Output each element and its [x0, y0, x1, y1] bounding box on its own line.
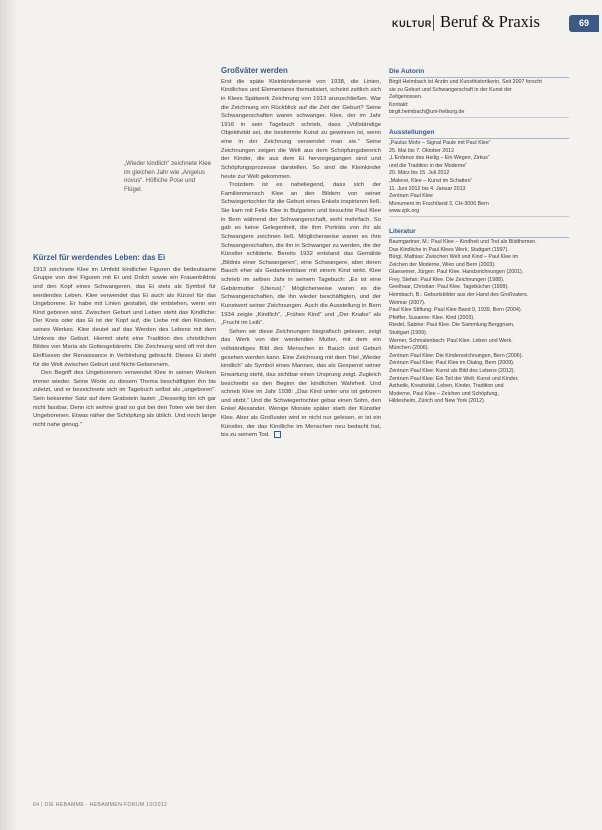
- box-line: „Malerei, Klee – Kunst im Schatten“: [389, 177, 473, 184]
- box-line: Geelhaar, Christian: Paul Klee. Tagebücher (1999).: [389, 284, 509, 291]
- paragraph: Den Begriff des Ungeborenen verwendet Klee in seinen Werken immer wieder. Seine Worte zu diesem Thema beschäftigten ihn bis zuletzt, und er bezeichnete sich im Tagebuch selbst als „ungeboren“. Sein bekannter Satz auf dem Grabstein lautet: „Diesseitig bin ich gar nicht fassbar. Denn ich wohne grad so gut bei den Toten wie bei den Ungeborenen. Etwas näher der Schöpfung als üblich. Und noch lange nicht nahe genug.“: [33, 370, 216, 428]
- box-line: 11. Juni 2012 bis 4. Januar 2013: [389, 185, 466, 192]
- info-sidebar: [389, 67, 569, 416]
- box-line: Das Kindliche in Paul Klees Werk, Stuttgart (1997).: [389, 246, 509, 253]
- box-line: Heimbach, B.: Geburtsbilder aus der Hand des Großvaters.: [389, 292, 529, 299]
- box-line: Glaesemer, Jürgen: Paul Klee. Handzeichnungen (2001).: [389, 269, 524, 276]
- paragraph: Trotzdem ist es naheliegend, dass sich der Familienmensch Klee an den Bildern von seiner Schwiegertochter für die Geburt eines Enkels inspirieren ließ. Sie kam mit Felix Klee in Bulgarien und besuchte Paul Klee in Bern während der Schwangerschaft, wohl mehrfach. So gab es keine Gelegenheit, die ihm Porträts von ihr als Schwangere zeichnen ließ. Möglicherweise waren es ihre Schwangerschaften, die ihn in Schwanger zu werden, die der Künstler schilderte. Bereits 1932 entstand das Gemälde „Bildnis einer Schwangeren“, eine Schwangere, aber deren Bauch eher als Gedankenblase mit einem Kind wirkt. Klee schrieb im selben Jahr in seinem Tagebuch: „Es ist eine Gebärmutter (Uterus).“ Möglicherweise waren es die Schwangerschaften, die ihn wieder beschäftigten, und der Kunstwert seiner Zeichnungen. Auch die Ausstellung in Bern 1934 zeigte „Kindlich“, „Frühes Kind“ und „Der Knabe“ als „Frucht im Leib“.: [221, 182, 381, 327]
- box-line: Birgit Heimbach ist Ärztin und Kunsthistorikerin. Seit 2007 forscht: [389, 79, 542, 85]
- paragraph: 1913 zeichnete Klee im Umfeld kindlicher Figuren die bedeutsame Gruppe von drei Figuren mit Ei und Dolch sowie ein Frauenbildnis und den Kopf eines Schwangeren, das Ei stets als Symbol für werdendes Leben. Klee verwendet das Ei auch als Kürzel für das Ungeborene. Er habe mit Linien gestaltet, die entstehen, wenn ein Kind geboren wird. Zwischen Geburt und Leben steht das Kindliche: Der Kreis oder das Ei ist der Kopf auf, die Liebe mit den Kindern, seines Werkes. Klee deutet auf das Werden des Lebens mit dem Umkreis der Geburt. Hiermit steht eine Tradition des christlichen Bildes von Maria als Gottesgebärerin. Die Zeichnung wird oft mit den Einflüssen der Renaissance in Verbindung gebracht. Dieses Ei steht für die Welt zwischen Geburt und Nicht-Geborenem.: [33, 266, 216, 368]
- box-line: „Paulus Mohr – Signal Paule mit Paul Klee“: [389, 139, 491, 146]
- exhibitions-box-title: Ausstellungen: [389, 128, 569, 139]
- box-line: Zentrum Paul Klee: Kunst als Bild des Lebens (2012).: [389, 368, 516, 374]
- box-line: Ästhetik, Kreativität, Leben, Kinder, Tradition und: [389, 383, 504, 390]
- page-footer: 64 | DIE HEBAMME · HEBAMMEN-FORUM 10/2012: [33, 802, 168, 808]
- box-line: Weimar (2007).: [389, 299, 426, 306]
- box-line: Paul Klee Stiftung: Paul Klee Band 9, 1939, Bern (2004).: [389, 307, 523, 314]
- box-line: Zeitgenossen.: [389, 94, 423, 101]
- header-divider: [433, 15, 434, 31]
- article-column-middle: [221, 67, 381, 440]
- box-line: München (2006).: [389, 345, 430, 352]
- box-line: Zentrum Paul Klee: [389, 193, 433, 200]
- paragraph: [221, 328, 381, 440]
- category-label: KULTUR: [392, 19, 432, 29]
- paragraph: Erst die späte Kleinkinderserie von 1938, die Linien, Kindliches und Elementares thematisiert, scheint zeitlich sich in Klees Spätwerk Zeichnung von 1913 anzuschließen. War die Zeichnung ein Rückblick auf die Zeit der Geburt? Seine Schwangerschaften waren schwanger. Klee, der im Jahr 1916 in sein Tagebuch schrieb, dass „Vollständige Objektivität sei, die bestimmte Kunst zu gewinnen ist, wenn eine in der Zeichnung verwendet man sie.“ Seine Zeichnungen zeigen die Welt aus dem Schöpfungsbereich der Kinder, die aus dem Ei hervorgegangen sind und Schöpfungsprozesse darstellen. So sind die Kleinkinder heute zur Welt gekommen.: [221, 78, 381, 180]
- subheading-grandfather: Großväter werden: [221, 66, 288, 75]
- box-line: 20. März bis 15. Juli 2012: [389, 170, 450, 177]
- paragraph-text: Sehen wir diese Zeichnungen biografisch gelesen, zeigt das Werk von der werdenden Mutter, mit dem ein vollständiges Bild des Menschen in Bauch und Geburt gesehen werden kann. Eine Zeichnung mit dem Titel „Wieder kindlich“ als Symbol eines Mannes, das als Gespenst seiner Erwartung steht, das sichtbar einen Ursprung zeigt. Zugleich beschreibt es den Beginn der kindlichen Wahrheit. Und schrieb Klee im Jahr 1938: „Das Kind unter uns ist geboren und stirbt.“ Und die Schwiegertochter gebar einen Sohn, den Enkel Alexander. Wenige Monate später starb der Künstler Klee. Aber als Großvater wird er nicht nur gelesen, er ist ein Künstler, der das Kindliche im Menschen neu bedacht hat, bis zu seinem Tod.: [221, 328, 381, 439]
- box-line: Hildesheim, Zürich und New York (2012).: [389, 398, 486, 405]
- literature-box: [389, 227, 569, 406]
- box-line: „L'Enfance des Heilig – Ein Wegen, Zirkus“: [389, 155, 490, 162]
- box-line: Bürgi, Mathias: Zwischen Welt und Kind – Paul Klee im: [389, 254, 519, 261]
- box-line: Kontakt:: [389, 101, 409, 108]
- author-box-title: Die Autorin: [389, 67, 569, 78]
- box-line: Stuttgart (1999).: [389, 330, 428, 337]
- author-box: [389, 67, 569, 118]
- box-line: Zentrum Paul Klee: Die Kinderzeichnungen, Bern (2006).: [389, 352, 523, 359]
- section-title: Beruf & Praxis: [440, 12, 540, 31]
- article-column-left: [33, 254, 216, 430]
- box-line: Zentrum Paul Klee: Ein Teil der Welt: Kunst und Kinder,: [389, 375, 519, 382]
- box-line: Riedel, Sabine: Paul Klee. Die Sammlung Berggruen,: [389, 322, 515, 329]
- box-line: Pfeiffer, Susanne: Klee. Kind (2003).: [389, 314, 475, 321]
- box-line: Frey, Stefan: Paul Klee. Die Zeichnungen (1988).: [389, 276, 505, 283]
- exhibitions-box: [389, 128, 569, 217]
- website-link[interactable]: www.zpk.org: [389, 208, 569, 217]
- page-header: [0, 12, 602, 36]
- box-line: und die Tradition in der Moderne“: [389, 162, 468, 169]
- box-line: 25. Mai bis 7. Oktober 2012: [389, 147, 455, 154]
- box-line: Zeichen der Moderne, Wien und Bern (2003).: [389, 261, 496, 268]
- box-line: Moderne, Paul Klee – Zeichen und Schöpfung,: [389, 390, 499, 397]
- image-caption: „Wieder kindlich“ zeichnete Klee im gleichen Jahr wie „Angelus novus“. Höfliche Pose und Flügel.: [124, 160, 212, 193]
- box-line: Zentrum Paul Klee: Paul Klee im Dialog, Bern (2009).: [389, 360, 515, 367]
- subheading-egg: Kürzel für werdendes Leben: das Ei: [33, 253, 166, 262]
- page-fold-shadow: [0, 0, 18, 830]
- box-line: sie zu Geburt und Schwangerschaft in der Kunst der: [389, 86, 512, 93]
- end-square-icon: [274, 431, 281, 438]
- author-email-link[interactable]: birgit.heimbach@uni-freiburg.de: [389, 109, 569, 118]
- literature-box-title: Literatur: [389, 227, 569, 238]
- box-line: Werner, Schmalenbach: Paul Klee. Leben und Werk.: [389, 337, 513, 344]
- page-number-badge: 69: [569, 15, 599, 32]
- box-line: Monument im Fruchtland 3, CH-3006 Bern: [389, 200, 489, 207]
- box-line: Baumgartner, M.: Paul Klee – Kindheit und Tod als Bildthemen.: [389, 238, 537, 245]
